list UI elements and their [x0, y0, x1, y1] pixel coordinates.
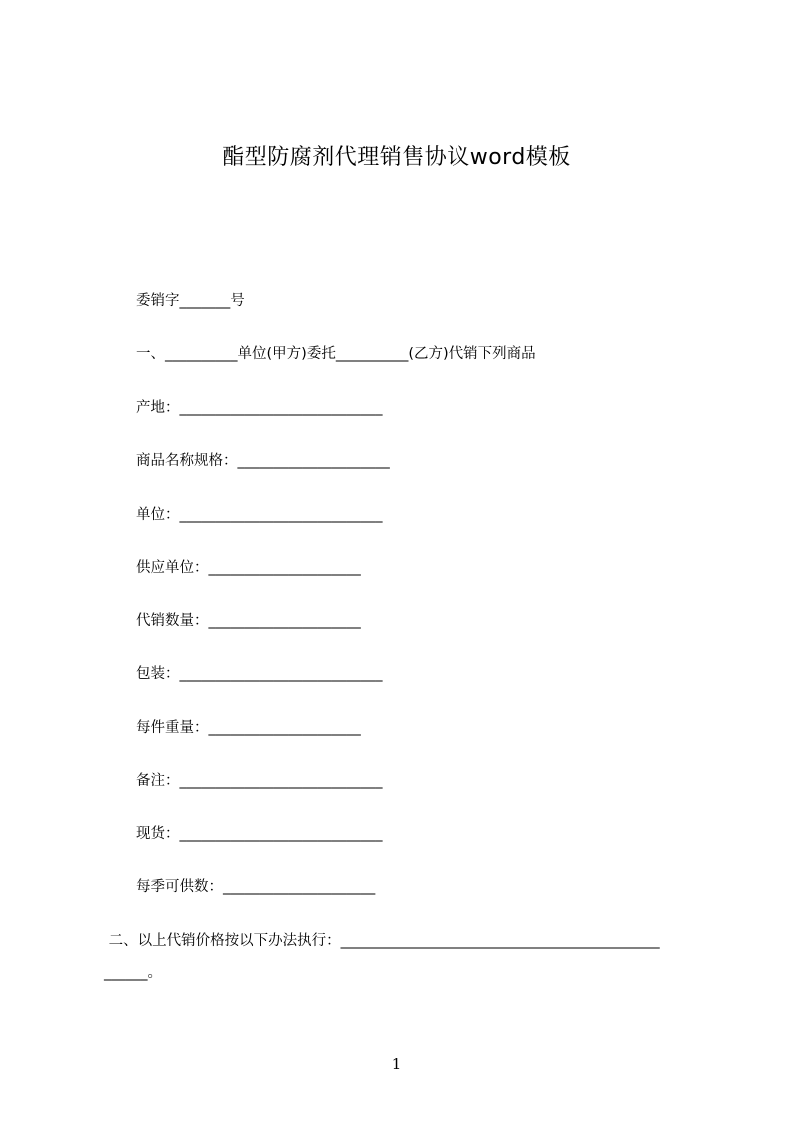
page-number: 1: [391, 1055, 402, 1073]
quantity-field-line: 代销数量：_____________________: [136, 613, 361, 629]
remarks-field-line: 备注：____________________________: [136, 773, 383, 789]
product-spec-field-line: 商品名称规格：_____________________: [136, 453, 390, 469]
unit-field-line: 单位：____________________________: [136, 507, 383, 523]
quarterly-supply-field-line: 每季可供数：_____________________: [136, 879, 376, 895]
supplier-field-line: 供应单位：_____________________: [136, 560, 361, 576]
entrust-number-line: 委销字_______号: [136, 293, 245, 309]
clause-2-paragraph: 二、以上代销价格按以下办法执行：____________________________________________ ______。: [104, 933, 660, 981]
weight-field-line: 每件重量：_____________________: [136, 720, 361, 736]
packaging-field-line: 包装：____________________________: [136, 666, 383, 682]
document-title: 酯型防腐剂代理销售协议word模板: [222, 145, 571, 170]
stock-field-line: 现货：____________________________: [136, 826, 383, 842]
origin-field-line: 产地：____________________________: [136, 400, 383, 416]
clause-1-line: 一、__________单位(甲方)委托__________(乙方)代销下列商品: [136, 346, 536, 362]
